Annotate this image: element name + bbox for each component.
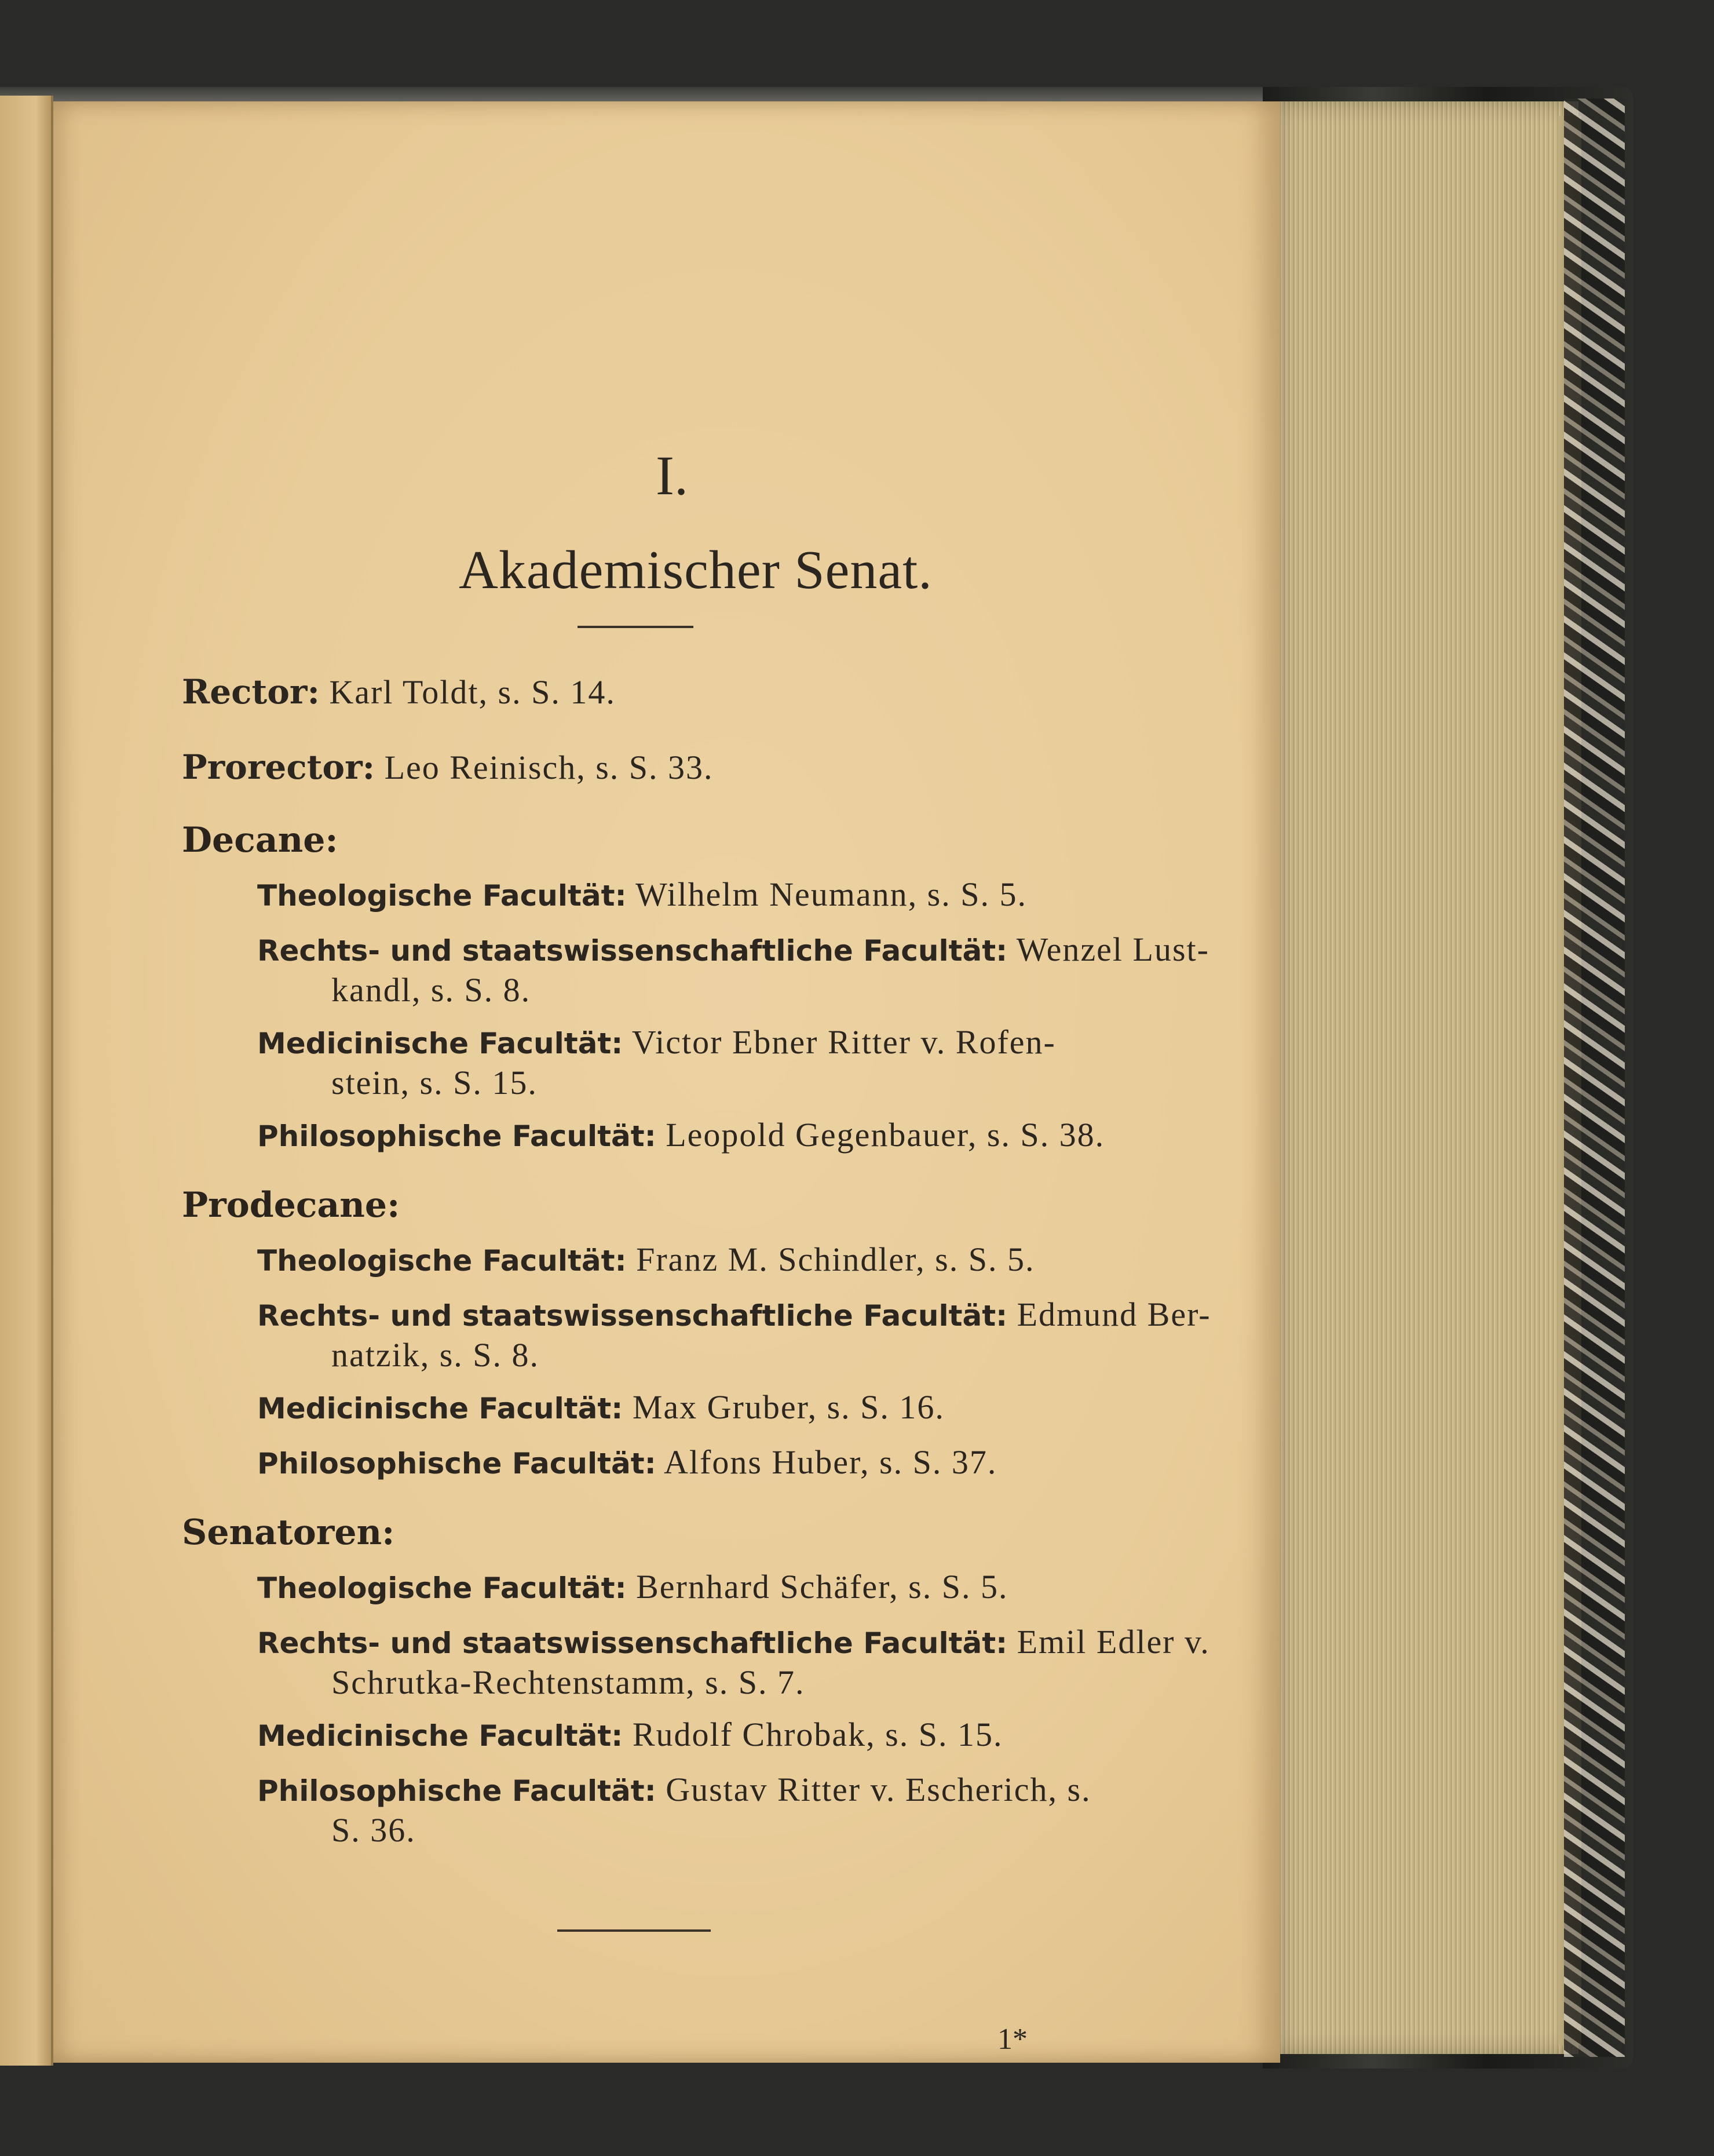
prodecane-entry: [257, 1295, 1211, 1334]
entry-value: Alfons Huber, s. S. 37.: [664, 1443, 997, 1481]
decane-heading: Decane:: [182, 820, 338, 860]
senatoren-heading: Senatoren:: [182, 1512, 395, 1553]
prorector-value: Leo Reinisch, s. S. 33.: [384, 749, 714, 786]
entry-value: Bernhard Schäfer, s. S. 5.: [636, 1568, 1008, 1606]
prorector-label: Prorector:: [182, 747, 375, 787]
decane-entry-continuation: stein, s. S. 15.: [331, 1064, 538, 1101]
faculty-label: Philosophische Facultät:: [257, 1447, 656, 1480]
book-page: [53, 101, 1280, 2063]
left-page-sliver: [0, 96, 53, 2066]
page-number: 1*: [997, 2023, 1028, 2056]
senatoren-entry: [257, 1567, 1008, 1606]
senatoren-entry: [257, 1770, 1091, 1809]
entry-value: Gustav Ritter v. Escherich, s.: [666, 1771, 1091, 1808]
decane-entry-continuation: kandl, s. S. 8.: [331, 971, 531, 1009]
chapter-numeral: I.: [656, 444, 688, 506]
rector-line: [182, 672, 616, 712]
decane-entry: [257, 875, 1027, 914]
faculty-label: Philosophische Facultät:: [257, 1774, 656, 1808]
prodecane-entry: [257, 1388, 945, 1427]
senatoren-entry-continuation: S. 36.: [331, 1811, 416, 1849]
page-title: Akademischer Senat.: [459, 540, 933, 600]
decane-entry: [257, 1115, 1105, 1154]
entry-value: Rudolf Chrobak, s. S. 15.: [632, 1716, 1003, 1753]
entry-value: Emil Edler v.: [1017, 1623, 1210, 1661]
faculty-label: Theologische Facultät:: [257, 879, 627, 913]
faculty-label: Medicinische Facultät:: [257, 1392, 623, 1425]
rector-label: Rector:: [182, 672, 320, 712]
entry-value: Leopold Gegenbauer, s. S. 38.: [666, 1116, 1105, 1154]
page-edges: [1277, 101, 1578, 2054]
faculty-label: Theologische Facultät:: [257, 1571, 627, 1605]
faculty-label: Philosophische Facultät:: [257, 1119, 656, 1153]
title-divider: [578, 626, 693, 628]
faculty-label: Theologische Facultät:: [257, 1244, 627, 1278]
entry-value: Wenzel Lust-: [1016, 931, 1209, 968]
prodecane-entry-continuation: natzik, s. S. 8.: [331, 1336, 540, 1374]
faculty-label: Rechts- und staatswissenschaftliche Facultät:: [257, 934, 1008, 968]
entry-value: Wilhelm Neumann, s. S. 5.: [635, 875, 1027, 913]
senatoren-entry: [257, 1622, 1210, 1661]
faculty-label: Medicinische Facultät:: [257, 1027, 623, 1060]
prodecane-entry: [257, 1240, 1035, 1279]
prorector-line: [182, 747, 714, 787]
senatoren-entry-continuation: Schrutka-Rechtenstamm, s. S. 7.: [331, 1663, 805, 1701]
prodecane-entry: [257, 1443, 997, 1482]
decane-entry: [257, 1023, 1056, 1061]
bottom-divider: [557, 1929, 711, 1932]
prodecane-heading: Prodecane:: [182, 1185, 400, 1225]
marbled-cover-edge: [1564, 99, 1625, 2057]
entry-value: Victor Ebner Ritter v. Rofen-: [631, 1023, 1056, 1061]
faculty-label: Medicinische Facultät:: [257, 1719, 623, 1753]
entry-value: Franz M. Schindler, s. S. 5.: [636, 1241, 1035, 1278]
rector-value: Karl Toldt, s. S. 14.: [329, 673, 616, 711]
entry-value: Edmund Ber-: [1017, 1296, 1211, 1333]
senatoren-entry: [257, 1715, 1003, 1754]
entry-value: Max Gruber, s. S. 16.: [632, 1388, 945, 1426]
decane-entry: [257, 930, 1209, 969]
faculty-label: Rechts- und staatswissenschaftliche Facultät:: [257, 1626, 1008, 1660]
faculty-label: Rechts- und staatswissenschaftliche Facultät:: [257, 1299, 1008, 1333]
